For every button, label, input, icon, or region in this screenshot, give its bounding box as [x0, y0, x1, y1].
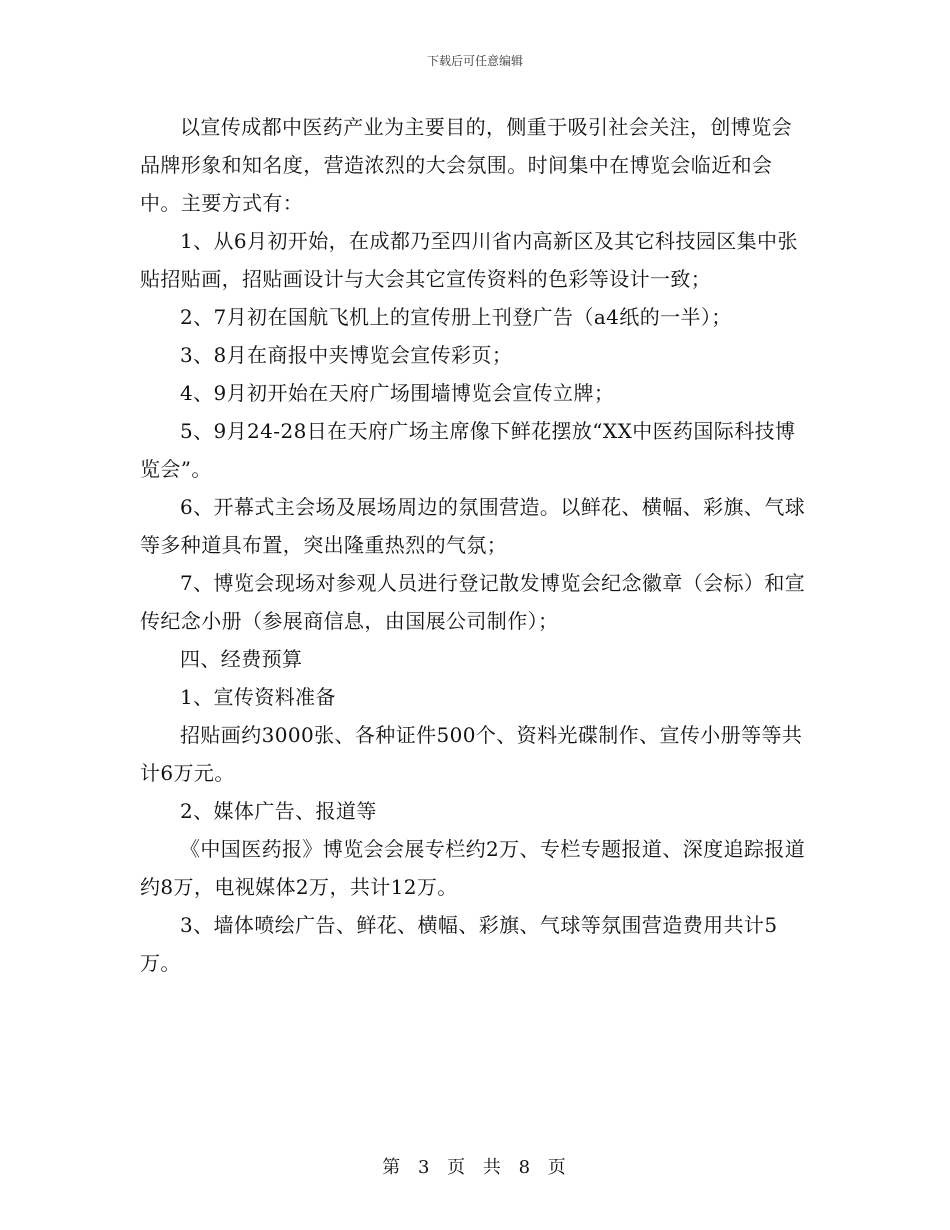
paragraph: 5、9月24-28日在天府广场主席像下鲜花摆放“XX中医药国际科技博览会”。 [140, 419, 796, 481]
paragraph: 3、8月在商报中夹博览会宣传彩页； [180, 343, 513, 367]
paragraph: 招贴画约3000张、各种证件500个、资料光碟制作、宣传小册等等共计6万元。 [140, 723, 803, 785]
paragraph: 6、开幕式主会场及展场周边的氛围营造。以鲜花、横幅、彩旗、气球等多种道具布置，突出隆重热烈的气氛； [140, 495, 806, 557]
current-page-number: 3 [417, 1157, 432, 1178]
paragraph: 4、9月初开始在天府广场围墙博览会宣传立牌； [180, 381, 615, 405]
paragraph: 7、博览会现场对参观人员进行登记散发博览会纪念徽章（会标）和宣传纪念小册（参展商信息，由国展公司制作）； [140, 571, 806, 633]
total-suffix: 页 [547, 1157, 568, 1178]
page-suffix: 页 [447, 1157, 468, 1178]
total-prefix: 共 [482, 1157, 503, 1178]
page-footer [0, 1153, 950, 1179]
subsection-heading: 1、宣传资料准备 [180, 685, 336, 709]
paragraph: 以宣传成都中医药产业为主要目的，侧重于吸引社会关注，创博览会品牌形象和知名度，营造浓烈的大会氛围。时间集中在博览会临近和会中。主要方式有： [140, 115, 792, 215]
subsection-heading: 2、媒体广告、报道等 [180, 799, 377, 823]
document-body [140, 108, 810, 982]
paragraph: 2、7月初在国航飞机上的宣传册上刊登广告（a4纸的一半）； [180, 305, 732, 329]
paragraph: 1、从6月初开始，在成都乃至四川省内高新区及其它科技园区集中张贴招贴画，招贴画设计与大会其它宣传资料的色彩等设计一致； [140, 229, 798, 291]
total-pages-number: 8 [518, 1157, 533, 1178]
paragraph: 3、墙体喷绘广告、鲜花、横幅、彩旗、气球等氛围营造费用共计5万。 [140, 913, 778, 975]
paragraph: 《中国医药报》博览会会展专栏约2万、专栏专题报道、深度追踪报道约8万，电视媒体2万，共计12万。 [140, 837, 806, 899]
header-note: 下载后可任意编辑 [426, 54, 523, 68]
section-heading: 四、经费预算 [180, 647, 303, 671]
page-prefix: 第 [382, 1157, 403, 1178]
